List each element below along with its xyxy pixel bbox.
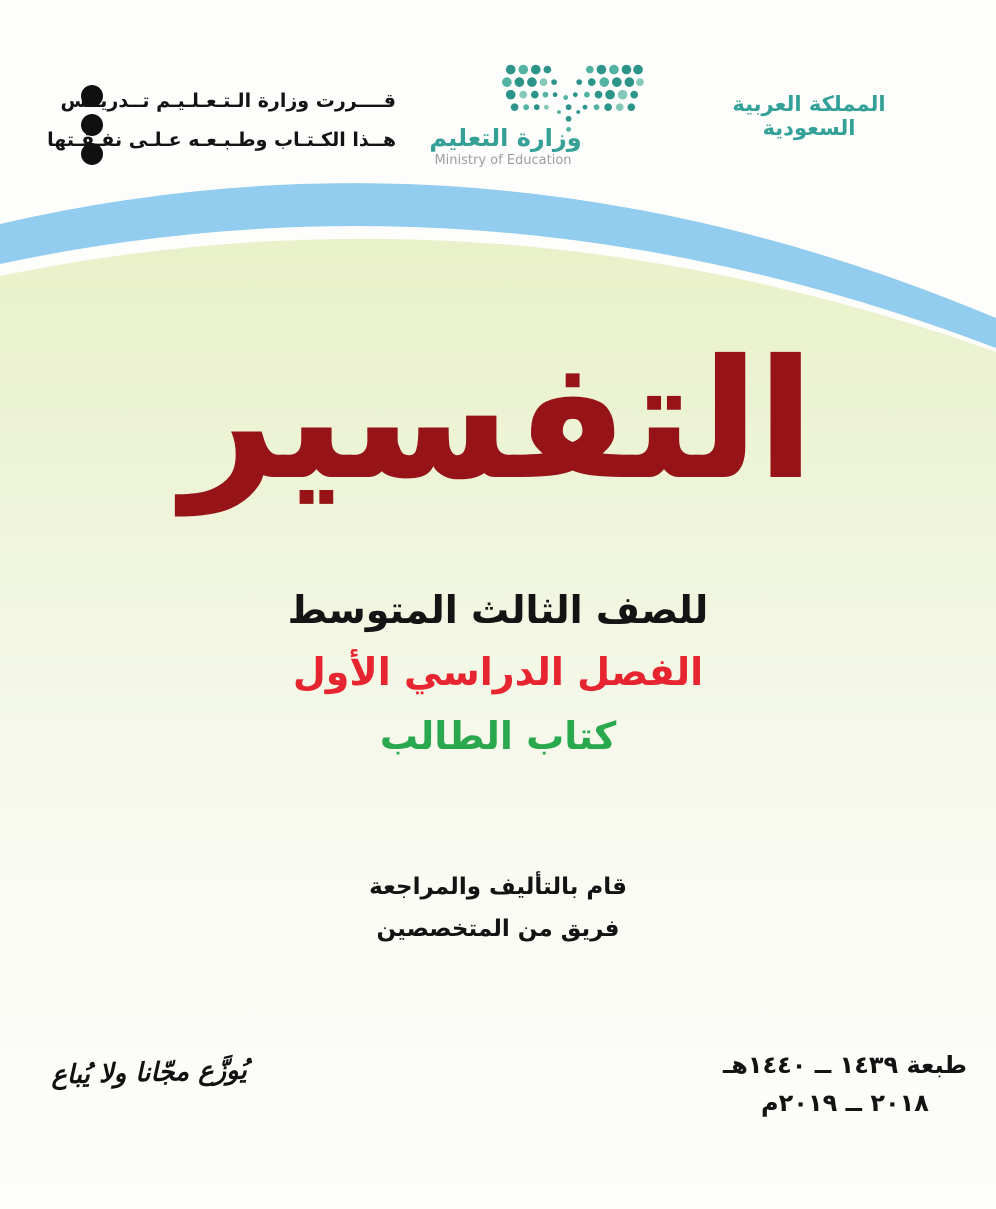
- grade-line: للصف الثالث المتوسط: [287, 588, 709, 632]
- semester-line: الفصل الدراسي الأول: [292, 650, 704, 694]
- book-type-line: كتاب الطالب: [379, 714, 617, 758]
- ministry-name-english: Ministry of Education: [434, 153, 572, 168]
- distribution-note: يُوزَّع مجّانا ولا يُباع: [50, 1055, 248, 1091]
- decree-line-1: قــــررت وزارة الـتـعـلـيـم تــدريــس: [60, 90, 396, 112]
- decree-block: [47, 82, 406, 176]
- decree-line-2: هــذا الكـتـاب وطـبـعـه عـلـى نفـقـتها: [47, 129, 396, 151]
- decree-text: [47, 82, 396, 160]
- authors-line-1: قام بالتأليف والمراجعة: [369, 874, 627, 900]
- authors-block: [0, 866, 996, 950]
- ministry-name-arabic: وزارة التعليم: [429, 124, 582, 152]
- book-title: التفسير: [182, 327, 814, 515]
- edition-gregorian: ٢٠١٨ ــ ٢٠١٩م: [761, 1089, 929, 1117]
- authors-line-2: فريق من المتخصصين: [376, 916, 620, 942]
- edition-block: [702, 1046, 988, 1122]
- kingdom-name: المملكة العربية السعودية: [732, 92, 886, 140]
- edition-hijri: طبعة ١٤٣٩ ــ ١٤٤٠هـ: [722, 1051, 967, 1079]
